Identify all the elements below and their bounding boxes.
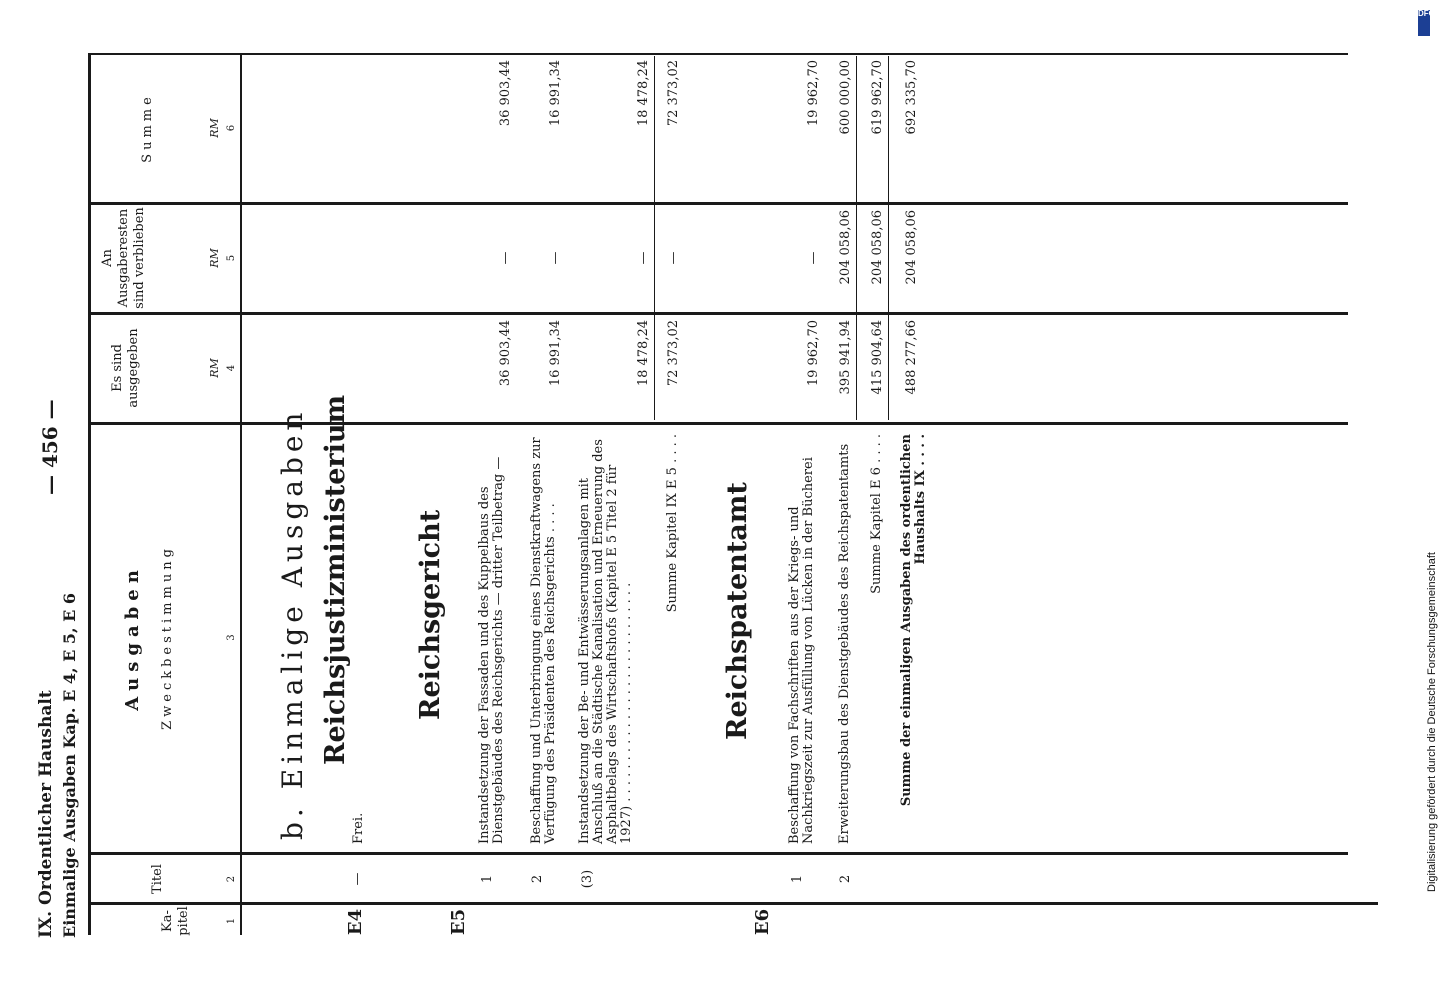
grand-total-rule (888, 56, 889, 420)
currency-col-6: RM (208, 118, 221, 138)
page-number: — 456 — (38, 399, 62, 495)
grand-total-summe: 692 335,70 (904, 60, 919, 135)
col-head-ausgegeben: Es sind ausgegeben (110, 328, 141, 408)
chapter-e5-heading: Reichsgericht (415, 509, 446, 720)
row-e5-2-summe: 16 991,34 (548, 60, 563, 127)
sum-e5-ausgegeben: 72 373,02 (666, 320, 681, 387)
row-e6-2-reste: 204 058,06 (838, 210, 853, 285)
row-e6-2-text: Erweiterungsbau des Dienstgebäudes des Reichspatentamts (837, 443, 852, 844)
col-head-summe: Summe (140, 93, 155, 163)
row-e5-1-summe: 36 903,44 (498, 60, 513, 127)
col-number-3: 3 (226, 634, 237, 641)
header-line-2: Einmalige Ausgaben Kap. E 4, E 5, E 6 (60, 592, 79, 938)
col-head-kapitel: Ka-pitel (160, 906, 191, 936)
dfg-logo-icon: DFG (1418, 10, 1430, 36)
section-title: b. Einmalige Ausgaben (276, 407, 309, 840)
row-e5-3-reste: — (636, 251, 651, 265)
row-e5-1-text: Instandsetzung der Fassaden und des Kuppelbaus des Dienstgebäudes des Reichsgerichts — dritter Teilbetrag — (477, 456, 506, 844)
table-top-rule (88, 53, 91, 935)
row-e5-2-text: Beschaffung und Unterbringung eines Dienstkraftwagens zur Verfügung des Präsidenten des Reichsgerichts . . . . (529, 437, 558, 844)
sum-rule-e6 (856, 56, 857, 420)
col-rule-2 (88, 852, 1348, 855)
col-rule-1 (88, 902, 1378, 905)
titel-e6-2: 2 (838, 874, 853, 884)
row-e6-1-summe: 19 962,70 (806, 60, 821, 127)
col-number-1: 1 (226, 917, 237, 925)
col-head-ausgaben: Ausgaben (122, 564, 143, 711)
titel-e4: — (350, 872, 365, 886)
sum-e5-reste: — (666, 251, 681, 265)
sum-e6-reste: 204 058,06 (870, 210, 885, 285)
col-head-titel: Titel (150, 864, 165, 894)
currency-col-5: RM (208, 248, 221, 268)
col-number-2: 2 (226, 875, 237, 883)
row-e6-2-ausgegeben: 395 941,94 (838, 320, 853, 395)
row-e6-1-reste: — (806, 251, 821, 265)
chapter-e4-text: Frei. (351, 812, 366, 844)
table-header-bottom-rule (240, 53, 242, 935)
col-rule-6 (88, 53, 1348, 55)
sum-label-e6: Summe Kapitel E 6 . . . . (869, 434, 884, 594)
side-note: Digitalisierung gefördert durch die Deutsche Forschungsgemeinschaft (1426, 552, 1438, 892)
row-e5-3-summe: 18 478,24 (636, 60, 651, 127)
chapter-code-e5: E5 (448, 908, 469, 936)
sum-e5-summe: 72 373,02 (666, 60, 681, 127)
titel-e5-3: (3) (580, 869, 595, 889)
header-line-1: IX. Ordentlicher Haushalt (36, 690, 56, 938)
row-e5-3-ausgegeben: 18 478,24 (636, 320, 651, 387)
row-e5-2-reste: — (548, 251, 563, 265)
grand-total-reste: 204 058,06 (904, 210, 919, 285)
side-note-strip (1418, 10, 1438, 1000)
col-rule-4 (88, 312, 1348, 315)
col-number-4: 4 (226, 364, 237, 372)
grand-total-label: Summe der einmaligen Ausgaben des ordentlichen Haushalts IX . . . . (899, 434, 928, 807)
row-e5-2-ausgegeben: 16 991,34 (548, 320, 563, 387)
sum-e6-ausgegeben: 415 904,64 (870, 320, 885, 395)
chapter-code-e6: E6 (752, 908, 773, 936)
row-e5-3-text: Instandsetzung der Be- und Entwässerungsanlagen mit Anschluß an die Städtische Kanalisation und Erneuerung des Asphaltbelags des Wirtschaftshofs (Kapitel E 5 Titel 2 für 1927) . . . . . . . . . . . . . . . . . . . . . . . . . . . (577, 439, 634, 844)
titel-e5-1: 1 (480, 874, 495, 884)
col-number-5: 5 (226, 254, 237, 262)
grand-total-ausgegeben: 488 277,66 (904, 320, 919, 395)
row-e6-1-text: Beschaffung von Fachschriften aus der Kriegs- und Nachkriegszeit zur Ausfüllung von Lücken in der Bücherei (787, 457, 816, 844)
row-e5-1-reste: — (498, 251, 513, 265)
sum-rule-e5 (654, 56, 655, 420)
titel-e5-2: 2 (530, 874, 545, 884)
col-number-6: 6 (226, 124, 237, 132)
row-e5-1-ausgegeben: 36 903,44 (498, 320, 513, 387)
chapter-e6-heading: Reichspatentamt (722, 482, 753, 740)
ministry-heading: Reichsjustizministerium (320, 394, 351, 765)
col-head-reste: An Ausgaberesten sind verblieben (100, 207, 147, 309)
titel-e6-1: 1 (790, 874, 805, 884)
sum-label-e5: Summe Kapitel IX E 5 . . . . (665, 434, 680, 613)
col-head-zweck: Zweckbestimmung (160, 545, 175, 730)
chapter-code-e4: E4 (345, 908, 366, 936)
row-e6-2-summe: 600 000,00 (838, 60, 853, 135)
row-e6-1-ausgegeben: 19 962,70 (806, 320, 821, 387)
col-rule-5 (88, 202, 1348, 205)
currency-col-4: RM (208, 358, 221, 378)
sum-e6-summe: 619 962,70 (870, 60, 885, 135)
